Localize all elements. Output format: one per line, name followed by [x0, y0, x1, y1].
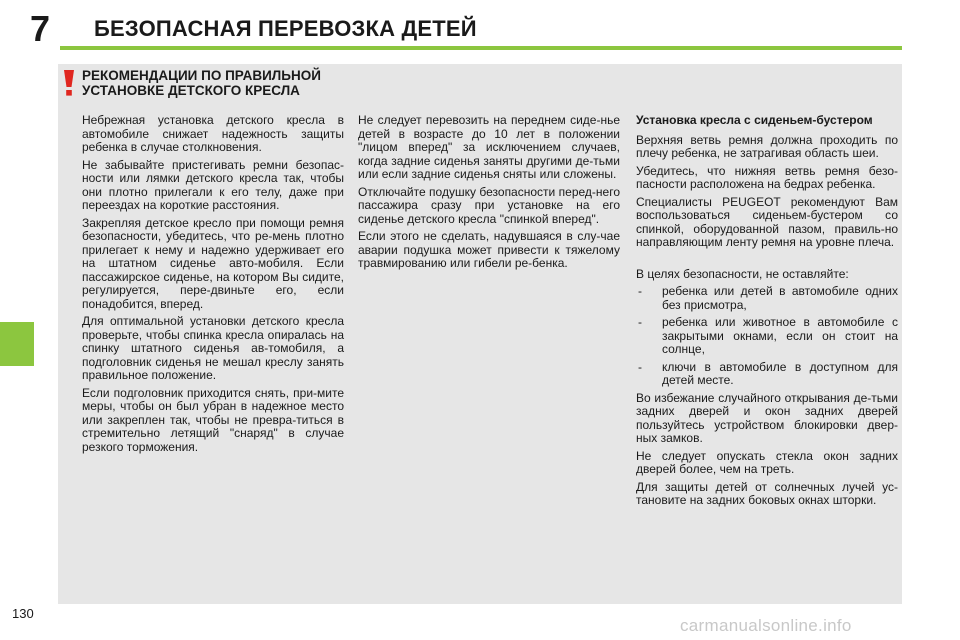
paragraph: Не следует опускать стекла окон задних дверей более, чем на треть.	[636, 448, 898, 476]
page-number: 130	[12, 606, 34, 621]
safety-list	[636, 285, 898, 388]
dash-bullet: -	[638, 284, 642, 298]
panel-title-line-2: УСТАНОВКЕ ДЕТСКОГО КРЕСЛА	[82, 83, 300, 98]
dash-bullet: -	[638, 315, 642, 329]
list-item-text: ключи в автомобиле в доступном для детей месте.	[662, 359, 898, 387]
text-column-3	[636, 114, 898, 512]
dash-bullet: -	[638, 359, 642, 374]
panel-title-line-1: РЕКОМЕНДАЦИИ ПО ПРАВИЛЬНОЙ	[82, 68, 321, 83]
spacer	[636, 254, 898, 268]
paragraph: Закрепляя детское кресло при помощи ремня безопасности, убедитесь, что ре-мень плотно прилегает к нему и надежно удерживает его на штатном сиденье авто-мобиля. Если пассажирское сиденье, на котором Вы сидите, регулируется, пере-двиньте его, если понадобится, вперед.	[82, 215, 344, 311]
list-intro: В целях безопасности, не оставляйте:	[636, 266, 849, 281]
text-column-2	[358, 114, 620, 275]
paragraph: Для оптимальной установки детского кресла проверьте, чтобы спинка кресла опиралась на спинку штатного сиденья ав-томобиля, а подголовник сиденья не мешал креслу занять правильное положение.	[82, 314, 344, 382]
header-divider	[60, 46, 902, 50]
panel-title	[82, 68, 321, 98]
list-item-text: ребенка или детей в автомобиле одних без присмотра,	[662, 284, 898, 312]
paragraph: Верхняя ветвь ремня должна проходить по плечу ребенка, не затрагивая область шеи.	[636, 132, 898, 160]
paragraph: Не следует перевозить на переднем сиде-нье детей в возрасте до 10 лет в положении "лицом вперед" за исключением случаев, когда задние сиденья заняты другими де-тьми или если задние сиденья сняты или сложены.	[358, 113, 620, 181]
paragraph: Не забывайте пристегивать ремни безопас-ности или лямки детского кресла так, чтобы они плотно прилегали к его телу, даже при переездах на короткие расстояния.	[82, 157, 344, 212]
paragraph: Убедитесь, что нижняя ветвь ремня безо-пасности расположена на бедрах ребенка.	[636, 163, 898, 191]
booster-seat-heading: Установка кресла с сиденьем-бустером	[636, 113, 873, 127]
paragraph: Отключайте подушку безопасности перед-него пассажира сразу при установке на его сиденье детского кресла "спинкой вперед".	[358, 184, 620, 226]
paragraph: Если этого не сделать, надувшаяся в слу-чае аварии подушка может привести к тяжелому травмированию или гибели ре-бенка.	[358, 229, 620, 270]
watermark: carmanualsonline.info	[680, 616, 852, 635]
paragraph: Во избежание случайного открывания де-тьми задних дверей и окон задних дверей пользуйтесь устройством блокировки двер-ных замков.	[636, 390, 898, 445]
exclamation-mark-icon	[62, 70, 76, 96]
chapter-number: 7	[30, 8, 51, 49]
chapter-side-tab	[0, 322, 34, 366]
paragraph: Если подголовник приходится снять, при-мите меры, чтобы он был убран в надежное место или закреплен так, чтобы не превра-титься в стремительно летящий "снаряд" в случае резкого торможения.	[82, 385, 344, 454]
paragraph: Специалисты PEUGEOT рекомендуют Вам воспользоваться сиденьем-бустером со спинкой, оборудованной пазом, правиль-но направляющим ленту ремня на уровне плеча.	[636, 194, 898, 249]
text-column-1	[82, 114, 344, 458]
list-item	[636, 316, 898, 357]
list-item-text: ребенка или животное в автомобиле с закрытыми окнами, если он стоит на солнце,	[662, 315, 898, 356]
list-item	[636, 361, 898, 388]
chapter-title: БЕЗОПАСНАЯ ПЕРЕВОЗКА ДЕТЕЙ	[94, 16, 477, 41]
paragraph: Для защиты детей от солнечных лучей ус-тановите на задних боковых окнах шторки.	[636, 479, 898, 507]
list-item	[636, 285, 898, 312]
paragraph: Небрежная установка детского кресла в автомобиле снижает надежность защиты ребенка в случае столкновения.	[82, 113, 344, 154]
